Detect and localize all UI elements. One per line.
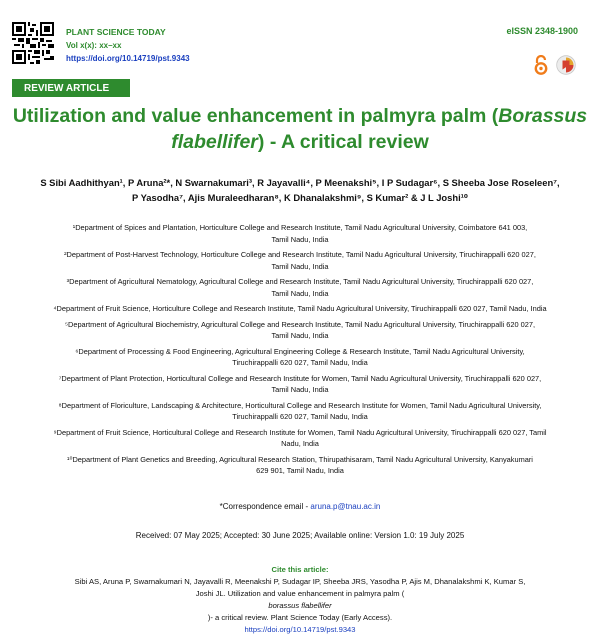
qr-code-icon — [12, 22, 54, 64]
affiliation-7 — [0, 373, 600, 396]
cite-text: Joshi JL. Utilization and value enhancement in palmyra palm ( — [195, 589, 405, 598]
affiliation-5 — [0, 319, 600, 342]
journal-volume: Vol x(x): xx–xx — [66, 41, 122, 50]
affiliation-line: ⁹Department of Fruit Science, Horticultural College and Research Institute for Women, Tamil Nadu Agricultural University, Tiruchirappalli 620 027, Tamil — [53, 427, 547, 437]
doi-link[interactable]: https://doi.org/10.14719/pst.9343 — [66, 54, 190, 63]
eissn: eISSN 2348-1900 — [506, 26, 578, 36]
affiliation-line: 629 901, Tamil Nadu, India — [256, 466, 344, 475]
affiliation-line: ⁷Department of Plant Protection, Horticultural College and Research Institute for Women, Tamil Nadu Agricultural University, Tiruchirappalli 620 027, — [58, 373, 542, 383]
article-type-badge: REVIEW ARTICLE — [12, 79, 130, 97]
affiliation-4 — [0, 303, 600, 315]
author-line: P Yasodha⁷, Ajis Muraleedharan⁸, K Dhanalakshmi⁹, S Kumar² & J L Joshi¹⁰ — [132, 192, 468, 203]
affiliation-line: ⁸Department of Floriculture, Landscaping & Architecture, Horticultural College and Research Institute for Women, Tamil Nadu Agricultural University, — [58, 400, 542, 410]
journal-info — [66, 26, 190, 65]
affiliation-line: Tamil Nadu, India — [271, 385, 329, 394]
check-for-updates-icon[interactable] — [556, 55, 576, 75]
received-dates: Received: 07 May 2025; Accepted: 30 June 2025; Available online: Version 1.0: 19 July 2025 — [135, 531, 465, 540]
affiliation-line: ³Department of Agricultural Nematology, Agricultural College and Research Institute, Tamil Nadu Agricultural University, Tiruchirappalli 620 027, — [66, 277, 534, 286]
affiliation-line: ⁵Department of Agricultural Biochemistry, Agricultural College and Research Institute, Tamil Nadu Agricultural University, Tiruchirappalli 620 027, — [64, 319, 536, 329]
title-part: ) - A critical review — [257, 131, 429, 153]
affiliation-line: Tamil Nadu, India — [271, 261, 329, 271]
affiliation-6 — [0, 346, 600, 369]
affiliation-1 — [0, 222, 600, 245]
article-title — [0, 103, 600, 155]
affiliation-line: Tamil Nadu, India — [271, 234, 329, 244]
cite-label: Cite this article: — [271, 565, 329, 574]
title-species-epithet: flabellifer — [171, 131, 258, 153]
cite-text: )- a critical review. Plant Science Today (Early Access). — [207, 613, 393, 622]
correspondence — [0, 502, 600, 511]
affiliation-line: ⁴Department of Fruit Science, Horticulture College and Research Institute, Tamil Nadu Agricultural University, Tiruchirappalli 620 027, Tamil Nadu, India — [53, 304, 547, 313]
affiliation-line: Tamil Nadu, India — [271, 331, 329, 340]
open-access-icon — [533, 55, 549, 75]
affiliation-line: ²Department of Post-Harvest Technology, Horticulture College and Research Institute, Tamil Nadu Agricultural University, Tiruchirappalli 620 027, — [64, 250, 536, 259]
affiliation-line: ¹Department of Spices and Plantation, Horticulture College and Research Institute, Tamil Nadu Agricultural University, Coimbatore 641 003, — [72, 223, 528, 232]
correspondence-email-link[interactable]: aruna.p@tnau.ac.in — [310, 502, 381, 511]
journal-name: PLANT SCIENCE TODAY — [66, 27, 166, 37]
affiliation-line: ⁶Department of Processing & Food Engineering, Agricultural Engineering College & Research Institute, Tamil Nadu Agricultural University, — [75, 346, 525, 356]
affiliation-9 — [0, 427, 600, 450]
affiliation-line: Tiruchirappalli 620 027, Tamil Nadu, India — [232, 358, 368, 367]
affiliation-line: Tamil Nadu, India — [271, 288, 329, 298]
title-species-genus: Borassus — [498, 105, 588, 127]
affiliation-10 — [0, 454, 600, 477]
author-list — [0, 175, 600, 205]
correspondence-label: *Correspondence email - — [219, 502, 311, 511]
author-line: S Sibi Aadhithyan¹, P Aruna²*, N Swarnakumari³, R Jayavalli⁴, P Meenakshi⁵, I P Sudagar⁶, S Sheeba Jose Roseleen⁷, — [40, 177, 560, 188]
affiliation-8 — [0, 400, 600, 423]
affiliation-line: Nadu, India — [281, 439, 319, 448]
affiliation-line: ¹⁰Department of Plant Genetics and Breeding, Agricultural Research Station, Thirupathisaram, Tamil Nadu Agricultural University, Kanyakumari — [67, 454, 533, 464]
affiliations — [0, 222, 600, 481]
affiliation-3 — [0, 276, 600, 299]
cite-species: borassus flabellifer — [268, 601, 332, 610]
citation — [0, 564, 600, 636]
affiliation-2 — [0, 249, 600, 272]
title-part: Utilization and value enhancement in palmyra palm ( — [12, 105, 499, 127]
cite-doi-link[interactable]: https://doi.org/10.14719/pst.9343 — [244, 625, 356, 634]
affiliation-line: Tiruchirappalli 620 027, Tamil Nadu, India — [232, 412, 368, 421]
cite-text: Sibi AS, Aruna P, Swarnakumari N, Jayavalli R, Meenakshi P, Sudagar IP, Sheeba JRS, Yasodha P, Ajis M, Dhanalakshmi K, Kumar S, — [74, 577, 526, 586]
